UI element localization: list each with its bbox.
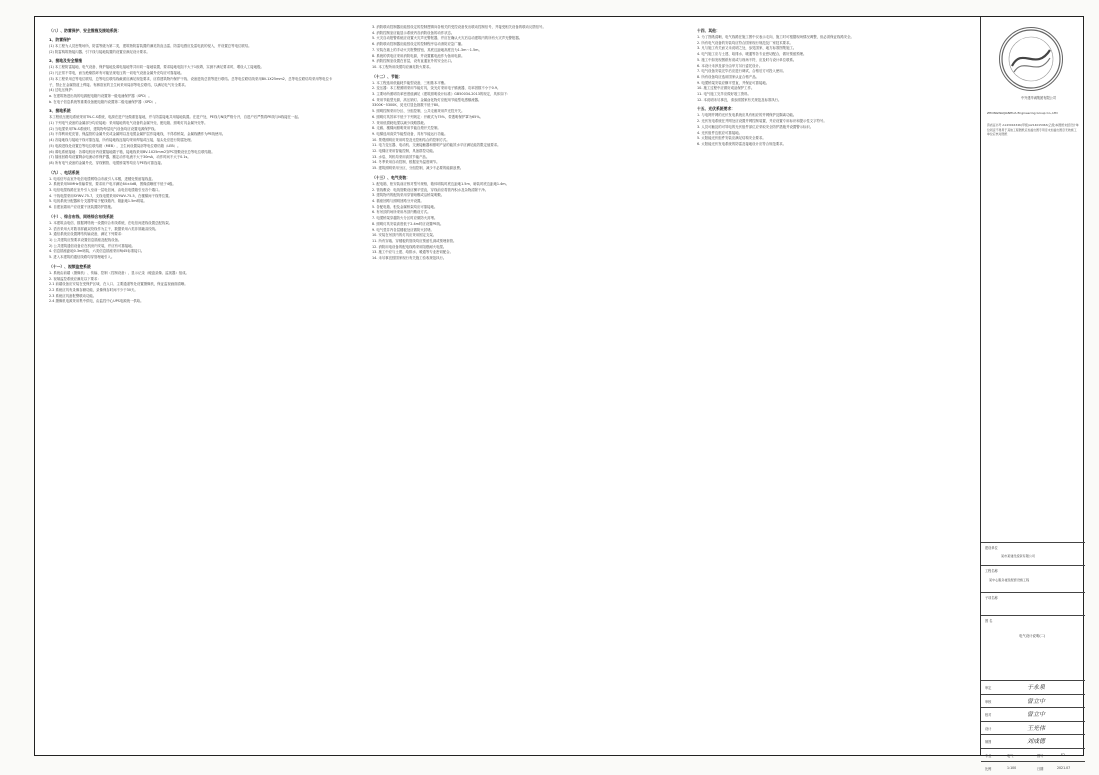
role-label: 设计 bbox=[985, 726, 992, 731]
note-paragraph: 3. 主要场所照明功率密度值满足《建筑照明设计标准》GB50034-2013的规定，具体如下： bbox=[372, 92, 511, 97]
signature: 曾立中 bbox=[1027, 711, 1046, 718]
drawing-sheet bbox=[34, 16, 1084, 771]
date-label: 日期 bbox=[1037, 767, 1044, 771]
section-heading: （八）、防雷保护、安全措施及接地系统： bbox=[49, 28, 122, 33]
note-paragraph: 5. 各配电箱、柜及金属桥架均应可靠接地。 bbox=[372, 204, 438, 209]
note-paragraph: a. 在建筑物进出线的电源配电箱内设置第一级电涌保护器（SPD）。 bbox=[49, 93, 152, 98]
company-logo bbox=[999, 27, 1063, 91]
title-note-line: 资质证书号 A143016346(甲级) bbox=[987, 123, 1029, 127]
note-paragraph: 4. 电气施工应与土建、给排水、暖通等各专业密切配合，做好预留预埋。 bbox=[697, 52, 807, 57]
note-paragraph: 6. 有吊顶的场所采用吊顶内敷设方式。 bbox=[372, 210, 431, 215]
note-paragraph: 8. 系统的供电应采用消防电源，并设置蓄电池作为备用电源。 bbox=[372, 53, 465, 58]
signature-row bbox=[981, 707, 1085, 721]
note-paragraph: 4. 信息插座距地0.3m暗装，六类信息插座采用RJ45标准接口。 bbox=[49, 249, 145, 254]
drawing-no-label: 图号 bbox=[1037, 753, 1044, 758]
signature-row bbox=[981, 680, 1085, 694]
scale-value: 1:100 bbox=[1007, 766, 1017, 770]
divider bbox=[981, 542, 1085, 543]
note-paragraph: 3. 消防联动控制器应能按设定的控制逻辑向各相关的受控设备发出联动控制信号，并接受相关设备的联动反馈信号。 bbox=[372, 25, 546, 29]
note-paragraph: (3) 本工程采用总等电位联结，总等电位联结线截面应满足规范要求，应将建筑物内保护干线、设备进线总管等进行联结。总等电位联结线采用BV-1X25mm2，总等电位联结均采用等电位卡子，禁止在金属管道上焊接。有淋浴室的卫生间采用局部等电位联结，以满足电气安全要求。 bbox=[49, 76, 333, 87]
signature-table bbox=[981, 680, 1085, 775]
note-paragraph: (5) 电源进线处设置总等电位联结箱（MEB），卫生间设置局部等电位联结箱（LEB）。 bbox=[49, 143, 181, 148]
note-paragraph: 3. 凡与施工有关而又未说明之处，参见国家、地方标准图集施工。 bbox=[697, 46, 797, 51]
notes-column-2 bbox=[372, 25, 677, 745]
note-paragraph: 15. 建筑照明采用分区、分组控制，减少不必要的能源浪费。 bbox=[372, 166, 464, 171]
note-paragraph: 12. 消防用电设备的配电线路采用阻燃耐火电缆。 bbox=[372, 244, 447, 249]
note-paragraph: 2. 所有电气设备的安装均应符合国家现行规范及厂家技术要求。 bbox=[697, 40, 793, 45]
note-paragraph: 10. 施工过程中应做好成品保护工作。 bbox=[697, 86, 755, 91]
note-paragraph: 4. 干线电缆采用SYWV-75-7，支线电缆采用SYWV-75-5，在楼梯间干线等位置。 bbox=[49, 193, 172, 198]
role-label: 审定 bbox=[985, 686, 992, 690]
title-note-line: 未加盖出图章无效 bbox=[1047, 127, 1071, 132]
note-paragraph: 1. 电话信号由室外电信电缆网络由市政引入本楼，进楼处预留接线盒。 bbox=[49, 176, 156, 181]
note-paragraph: 8. 所有设备均应选用国家认证合格产品。 bbox=[697, 74, 759, 79]
section-heading: （十）、综合布线、网络综合布线系统 bbox=[49, 213, 114, 219]
note-paragraph: (3) 不得利用蛇皮管、保温管的金属外皮或金属网以及电缆金属护层作接地线，不得将桥架、金属线槽作为PE线使用。 bbox=[49, 132, 226, 137]
note-paragraph: 3. 建筑物内的配线采用穿管暗敷或沿桥架明敷。 bbox=[372, 193, 445, 198]
section-heading: 十五、光伏系统要求： bbox=[697, 106, 735, 112]
note-paragraph: 6. 自建室端用户应设置干扰装置防护措施。 bbox=[49, 205, 115, 210]
drawing-title-label: 图 名 bbox=[985, 619, 993, 623]
note-paragraph: 9. 消防控制室设置在首层，设有直通室外的安全出口。 bbox=[372, 59, 455, 64]
note-paragraph: 5. 照明控制采用分区、分组控制，公共走廊采用声光控开关。 bbox=[372, 109, 465, 114]
section-heading: （十一）、视频监控系统 bbox=[49, 263, 91, 269]
scale-label: 比例 bbox=[985, 767, 992, 771]
note-paragraph: 2. 系统采用50MHz传输带宽，要求用户电平满足64±4dB，图像清晰度不低于4级。 bbox=[49, 182, 176, 187]
note-paragraph: 2. 语音采用大对数非屏蔽双绞线作为主干，数据采用六类非屏蔽双绞线。 bbox=[49, 226, 159, 231]
client-label: 建设单位 bbox=[985, 546, 998, 550]
note-paragraph: 1. 配电箱、柜安装前应核对型号规格，箱体明装时底边距地1.5m，暗装时底边距地1.4m。 bbox=[372, 181, 509, 186]
note-paragraph: (6) 弱电系统接地：各弱电机房内设置接地端子箱，接地线采用BV-1X25mm2穿PC管敷设至总等电位联结箱。 bbox=[49, 149, 215, 154]
note-paragraph: 1. 本建筑由电信、数据网络统一设置综合布线系统，在电信间进线设置总配线架。 bbox=[49, 220, 172, 225]
note-paragraph: 12. 电梯应采用智能控制，具备群控功能。 bbox=[372, 149, 437, 154]
note-paragraph: 14. 冬季采用自动控制，根据室外温度调节。 bbox=[372, 160, 440, 165]
note-paragraph: (1) 下列电气设备的金属部分均应接地：采用接地的电气设备的金属外壳、配电箱、照明灯具金属外壳等。 bbox=[49, 121, 208, 126]
section-heading: 2、接地及安全措施 bbox=[49, 58, 83, 64]
note-paragraph: 10. 景观照明应采用时控及光控相结合的控制方式。 bbox=[372, 137, 450, 142]
note-paragraph: 1. 与电网并网的光伏发电系统应具有相应的并网保护及隔离功能。 bbox=[697, 113, 797, 118]
signature: 王光伟 bbox=[1027, 724, 1046, 732]
note-paragraph: 1. 为了图纸清晰，电气线路在施工图中仅表示走向，施工时可根据现场情况调整，但必须保证线路安全。 bbox=[697, 35, 854, 39]
note-paragraph: (4) 各接地线与接地干线可靠连接，所有接地线连接均采用焊接或压接，接头处应进行防腐处理。 bbox=[49, 138, 194, 143]
note-paragraph: (8) 所有电气设备的金属外壳、穿线钢管、电缆桥架等均应与PE线可靠连接。 bbox=[49, 160, 165, 165]
note-paragraph: (1) 本工程防雷接地、电气设备、保护接地及弱电接地等共用同一接地装置，要求接地电阻不大于1欧姆，实测不满足要求时，增设人工接地极。 bbox=[49, 65, 264, 70]
note-paragraph: 4. 光伏组件边框应可靠接地。 bbox=[697, 130, 742, 135]
signature-row bbox=[981, 721, 1085, 735]
title-note-line: A214015963(乙级) bbox=[1028, 123, 1056, 127]
note-paragraph: 8. 走廊、楼梯间照明采用节能自熄开关控制。 bbox=[372, 126, 441, 131]
section-heading: （九）、电话系统 bbox=[49, 169, 80, 175]
note-paragraph: 13. 水泵、风机均采用高效节能产品。 bbox=[372, 154, 430, 159]
note-paragraph: 本工程低压配电系统采用TN-C-S系统，电源在进户处做重复接地，并与防雷接地共用接地装置。在进户处，PE线与N线严格分开，自进户后严禁将PE线与N线接在一起。 bbox=[49, 115, 302, 120]
note-paragraph: 5. 电视系统分配器和分支器等装于配线箱内，箱距地1.5m明装。 bbox=[49, 199, 147, 204]
note-paragraph: 4. 消防控制室应能显示系统内各消防设备的动作状态。 bbox=[372, 30, 455, 35]
note-paragraph: 2. 管线敷设：电线管敷设应横平竖直，穿线前应将管内积水及杂物清除干净。 bbox=[372, 187, 489, 192]
note-paragraph: 10. 安装在吊顶内的灯具应采用固定支架。 bbox=[372, 233, 437, 238]
specialty-value: 电气 bbox=[1007, 753, 1014, 758]
note-paragraph: (2) 防雷构筑物接闪器、引下线与接地装置的设置应满足设计要求。 bbox=[49, 49, 150, 54]
note-paragraph: 2.1 前端设备应安装在受保护区域，在入口、主要通道等处设置摄像机，保证监视画面清晰。 bbox=[49, 282, 188, 287]
note-paragraph: 6. 本设计未涉及部分由甲方另行委托设计。 bbox=[697, 63, 763, 68]
role-label: 校对 bbox=[985, 713, 992, 717]
note-paragraph: 7. 安装在墙上的手动火灾报警按钮，其底边距地高度宜为1.3m～1.5m。 bbox=[372, 47, 482, 52]
note-paragraph: 6. 照明灯具效率不低于下列规定：开敞式为75%，带透明保护罩为65%。 bbox=[372, 114, 483, 119]
subitem-label: 子项名称 bbox=[985, 596, 998, 600]
role-label: 制图 bbox=[985, 740, 992, 744]
specialty-label: 专业 bbox=[985, 753, 992, 758]
note-paragraph: (2) 当电缆采用TN-S系统时，建筑物每层电气设备均应设置电源保护线。 bbox=[49, 126, 158, 131]
note-paragraph: 10. 本工程所用线缆均应满足防火要求。 bbox=[372, 64, 433, 69]
note-paragraph: 1. 系统由前端（摄像机）、传输、控制（控制设备）、显示记录（硬盘录像、监视器）组成。 bbox=[49, 270, 189, 275]
note-paragraph: 5. 施工中如发现图纸有误或与现场不符，应及时与设计单位联系。 bbox=[697, 57, 797, 62]
note-paragraph: 2.2 系统应具有录像存储功能，录像保存时间不少于30天。 bbox=[49, 287, 138, 292]
note-paragraph: 7. 电缆桥架穿越防火分区时应做防火封堵。 bbox=[372, 216, 438, 221]
note-paragraph: 7. 电气设备安装完毕后应进行调试，合格后方可投入使用。 bbox=[697, 69, 787, 74]
note-paragraph: 6. 太阳能光伏发电系统的防雷及接地设计应符合规范要求。 bbox=[697, 141, 787, 146]
note-paragraph: 3. 通信系统应设置网络传输设备，满足下列要求： bbox=[49, 232, 125, 237]
note-paragraph: 7. 采用低损耗电缆以减少线路损耗。 bbox=[372, 120, 428, 125]
signature: 曾立中 bbox=[1027, 697, 1046, 705]
title-block-notes bbox=[987, 123, 1079, 137]
note-paragraph: 3. 电信电缆线路在室外引入至前一层电信间，由电信电缆箱引至各个端口。 bbox=[49, 188, 162, 193]
note-paragraph: 8. 照明灯具安装高度低于2.4m时应设置PE线。 bbox=[372, 221, 444, 226]
note-paragraph: (4) 过电压保护： bbox=[49, 88, 76, 93]
note-paragraph: 9. 电缆桥架安装应横平竖直，并保证可靠接地。 bbox=[697, 80, 770, 85]
note-paragraph: 3. 人员可触及的可导电的光伏组件部位应采取安全防护措施并设置警示标识。 bbox=[697, 124, 814, 129]
note-paragraph: 5. 进入本建筑的通信线路均穿管埋地引入。 bbox=[49, 255, 115, 260]
note-paragraph: 2.3 系统应具备报警联动功能。 bbox=[49, 293, 97, 298]
note-paragraph: 4. 插座回路与照明回路分开设置。 bbox=[372, 198, 424, 203]
title-note-line: 施工单位应核对图纸 bbox=[987, 127, 1077, 137]
date-value: 2021.07 bbox=[1057, 766, 1071, 770]
note-paragraph: (2) 凡正常不带电，而当绝缘损坏有可能呈现电压的一切电气设备金属外壳均应可靠接地。 bbox=[49, 71, 184, 76]
title-note-line: 本图纸未经设计单位同意 bbox=[987, 123, 1079, 132]
title-note-line: 图纸应加盖出图专用章 bbox=[1018, 127, 1048, 132]
note-paragraph: 11. 所有穿墙、穿楼板的管线均应预留孔洞或预埋套管。 bbox=[372, 238, 457, 243]
scale-row bbox=[981, 761, 1085, 775]
note-paragraph: 2. 变压器：本工程照明采用节能灯具，荧光灯采用电子镇流器，功率因数不小于0.9。 bbox=[372, 86, 501, 91]
role-label: 审核 bbox=[985, 699, 992, 704]
signature-row bbox=[981, 694, 1085, 708]
specialty-row bbox=[981, 748, 1085, 762]
company-name-en: ZHONGWAIJIANHUA Engineering Group Co.,LTD bbox=[987, 111, 1058, 115]
company-name-cn: 中外建华诚集团有限公司 bbox=[1021, 96, 1057, 100]
note-paragraph: 11. 电气施工完毕应做好竣工资料。 bbox=[697, 92, 751, 97]
section-heading: （十二）、节能： bbox=[372, 73, 403, 79]
section-heading: 十四、其他： bbox=[697, 28, 720, 33]
note-paragraph: 2) 公共建筑通信设备应在机房内安装，并应有可靠接地。 bbox=[49, 243, 135, 248]
note-paragraph: 13. 施工中应与土建、给排水、暖通等专业密切配合。 bbox=[372, 250, 454, 255]
note-paragraph: 3300K~5300K，荧光灯显色指数不低于80。 bbox=[372, 103, 442, 108]
note-paragraph: 2. 视频监控系统应满足以下要求： bbox=[49, 276, 101, 281]
note-paragraph: 4. 采用节能型光源，高压钠灯、金属卤化物灯应配用节能型电感镇流器。 bbox=[372, 97, 482, 102]
divider bbox=[981, 565, 1085, 566]
signature: 刘成德 bbox=[1027, 738, 1046, 745]
title-block bbox=[980, 17, 1085, 771]
note-paragraph: 5. 火灾自动报警系统应设置火灾声光警报器，并应在确认火灾后启动建筑内的所有火灾声光警报器。 bbox=[372, 36, 523, 41]
project-value: 某中心服务楼及配套设施工程 bbox=[989, 578, 1030, 582]
client-value: 某市某建设投资有限公司 bbox=[1001, 554, 1036, 558]
notes-column-3 bbox=[697, 25, 973, 745]
title-note-line: 不得用于其他工程 bbox=[995, 127, 1019, 132]
project-label: 工程名称 bbox=[985, 569, 998, 573]
note-paragraph: (1) 本工程为人员密集场所，防雷等级为第二类，建筑物防雷装置的满足防直击雷、防雷电感应及雷电波的侵入，并设置总等电位联结。 bbox=[49, 44, 252, 48]
divider bbox=[981, 615, 1085, 616]
section-heading: 3、接地系统 bbox=[49, 108, 71, 114]
note-paragraph: 1) 公共建筑应按要求设置信息插座及配线设备。 bbox=[49, 237, 122, 242]
note-paragraph: 9. 电梯选用高效节能型设备，具有节能运行功能。 bbox=[372, 131, 448, 136]
note-paragraph: 12. 本说明未尽事宜，请参照国家有关规范及标准执行。 bbox=[697, 97, 782, 102]
divider bbox=[981, 592, 1085, 593]
note-paragraph: b. 在电子信息系统等重要设备配电箱内设置第二级电涌保护器（SPD）。 bbox=[49, 99, 159, 104]
note-paragraph: (7) 插座回路均设置剩余电流动作保护器，额定动作电流不大于30mA，动作时间不大于0.1s。 bbox=[49, 155, 191, 160]
section-heading: （十三）、电气安装： bbox=[372, 174, 410, 180]
drawing-no-value: E2 bbox=[1061, 752, 1066, 757]
note-paragraph: 14. 未尽事宜按国家现行有关施工验收规范执行。 bbox=[372, 256, 447, 261]
note-paragraph: 5. 太阳能光伏组件安装应满足结构安全要求。 bbox=[697, 136, 766, 141]
note-paragraph: 2.4 摄像机电源采用集中供电，由监控中心UPS电源统一供给。 bbox=[49, 299, 144, 304]
drawing-title-value: 电气设计说明(二) bbox=[1019, 634, 1046, 638]
note-paragraph: 2. 光伏发电系统在并网处应设置并网控制装置，并应设置专用标识和提示性文字符号。 bbox=[697, 119, 827, 124]
note-paragraph: 9. 电气竖井内各层楼板处应做防火封堵。 bbox=[372, 227, 434, 232]
note-paragraph: 6. 消防联动控制器应能按设定的控制程序启动消防应急广播。 bbox=[372, 42, 465, 47]
signature-row bbox=[981, 734, 1085, 748]
signature: 于永泉 bbox=[1027, 684, 1046, 691]
section-heading: 1、防雷保护 bbox=[49, 37, 71, 42]
note-paragraph: 1. 本工程选用低能耗节能型设备，三相基本平衡。 bbox=[372, 80, 448, 85]
note-paragraph: 11. 电力变压器、电动机、交流接触器和照明产品的能效水平应满足能效限定值要求。 bbox=[372, 143, 501, 148]
notes-column-1 bbox=[49, 25, 334, 745]
